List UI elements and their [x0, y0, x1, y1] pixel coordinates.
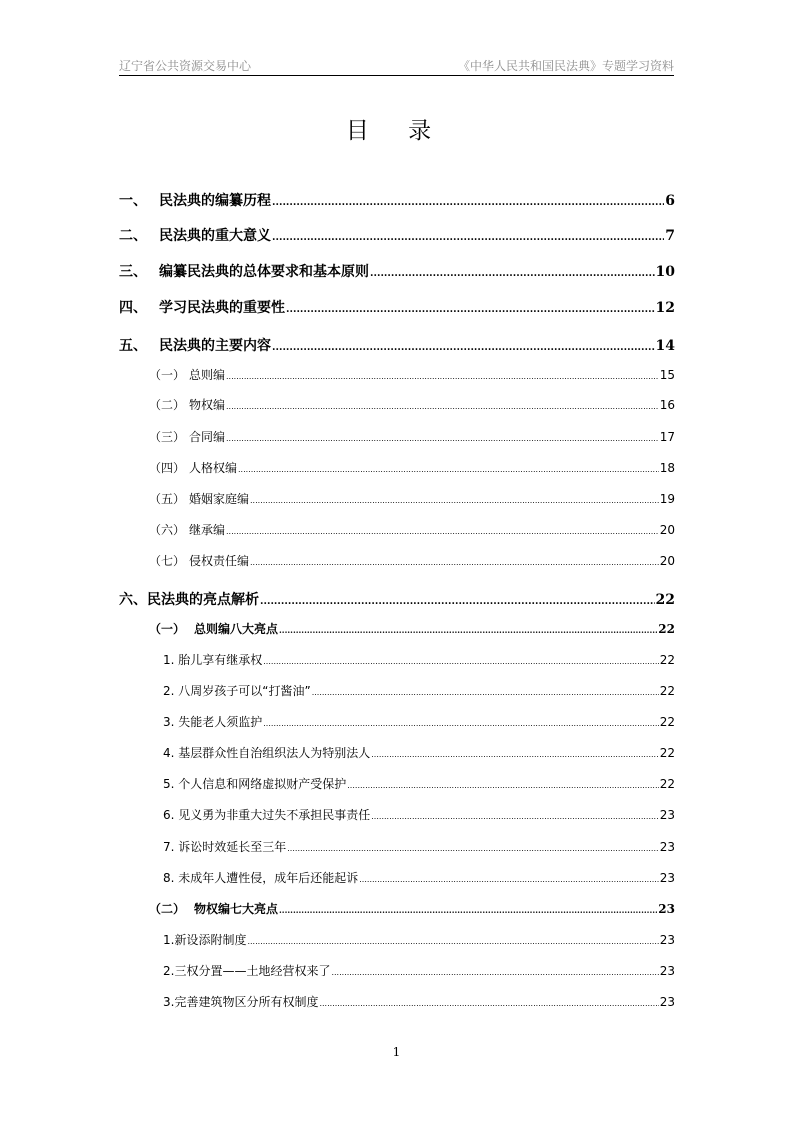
toc-entry-page: 7	[665, 228, 675, 244]
toc-entry-label: 总则编	[189, 368, 226, 382]
toc-entry-page: 23	[659, 840, 675, 854]
toc-entry-page: 20	[659, 523, 675, 537]
dot-leader	[250, 496, 659, 505]
dot-leader	[272, 342, 655, 353]
toc-entry-page: 22	[659, 653, 675, 667]
toc-entry[interactable]	[119, 993, 675, 1010]
dot-leader	[263, 657, 658, 666]
dot-leader	[331, 968, 658, 977]
toc-entry[interactable]	[119, 428, 675, 445]
dot-leader	[250, 558, 659, 567]
toc-entry-page: 22	[659, 746, 675, 760]
dot-leader	[263, 719, 658, 728]
toc-entry[interactable]	[119, 869, 675, 886]
toc-entry-label: 人格权编	[189, 461, 238, 475]
toc-entry-label: 1.新设添附制度	[163, 933, 247, 947]
toc-entry-label: 侵权责任编	[189, 554, 250, 568]
toc-entry[interactable]	[119, 521, 675, 538]
toc-entry[interactable]	[119, 651, 675, 668]
toc-entry-number: （一）	[149, 368, 186, 382]
toc-entry-label: 婚姻家庭编	[189, 492, 250, 506]
toc-entry-page: 14	[655, 338, 675, 354]
toc-entry[interactable]	[119, 297, 675, 317]
toc-entry-label: 物权编	[189, 398, 226, 412]
toc-entry-label: 民法典的重大意义	[159, 228, 271, 244]
toc-entry-page: 12	[655, 300, 675, 316]
toc-entry-page: 23	[659, 871, 675, 885]
dot-leader	[279, 905, 657, 915]
toc-entry-page: 22	[655, 592, 675, 608]
toc-entry-number: （三）	[149, 430, 186, 444]
toc-entry-number: 三、	[119, 264, 147, 280]
toc-entry-label: 物权编七大亮点	[194, 902, 279, 916]
toc-entry-number: 四、	[119, 300, 147, 316]
toc-entry-label: 六、民法典的亮点解析	[119, 592, 259, 608]
toc-entry-label: 8. 未成年人遭性侵，成年后还能起诉	[163, 871, 359, 885]
dot-leader	[287, 844, 658, 853]
toc-entry-page: 20	[659, 554, 675, 568]
header-left: 辽宁省公共资源交易中心	[119, 59, 252, 73]
dot-leader	[226, 372, 659, 381]
toc-entry-page: 17	[659, 430, 675, 444]
toc-entry[interactable]	[119, 775, 675, 792]
toc-entry[interactable]	[119, 335, 675, 355]
toc-entry-page: 23	[659, 808, 675, 822]
toc-entry[interactable]	[119, 620, 675, 637]
toc-entry-number: （二）	[149, 398, 186, 412]
toc-entry-label: 民法典的主要内容	[159, 338, 271, 354]
toc-entry-label: 3. 失能老人须监护	[163, 715, 263, 729]
toc-entry-label: 总则编八大亮点	[194, 622, 279, 636]
dot-leader	[312, 688, 659, 697]
toc-entry[interactable]	[119, 459, 675, 476]
dot-leader	[238, 465, 659, 474]
toc-entry-number: （七）	[149, 554, 186, 568]
toc-entry-page: 23	[659, 964, 675, 978]
toc-entry[interactable]	[119, 190, 675, 210]
dot-leader	[260, 596, 655, 607]
dot-leader	[226, 527, 659, 536]
toc-entry-number: （六）	[149, 523, 186, 537]
toc-entry-label: 学习民法典的重要性	[159, 300, 285, 316]
toc-entry-label: 3.完善建筑物区分所有权制度	[163, 995, 319, 1009]
toc-entry[interactable]	[119, 806, 675, 823]
toc-entry-page: 23	[659, 995, 675, 1009]
dot-leader	[226, 434, 659, 443]
toc-entry-number: （一）	[149, 622, 186, 636]
toc-entry-label: 4. 基层群众性自治组织法人为特别法人	[163, 746, 371, 760]
header-rule	[119, 75, 674, 76]
toc-entry-label: 合同编	[189, 430, 226, 444]
dot-leader	[319, 999, 658, 1008]
dot-leader	[370, 268, 655, 279]
dot-leader	[371, 750, 658, 759]
toc-entry[interactable]	[119, 366, 675, 383]
dot-leader	[247, 937, 658, 946]
toc-entry-label: 6. 见义勇为非重大过失不承担民事责任	[163, 808, 371, 822]
running-header	[119, 54, 674, 74]
toc-entry[interactable]	[119, 962, 675, 979]
toc-entry-label: 2. 八周岁孩子可以“打酱油”	[163, 684, 311, 698]
toc-entry-label: 编纂民法典的总体要求和基本原则	[159, 264, 369, 280]
toc-entry[interactable]	[119, 552, 675, 569]
toc-entry[interactable]	[119, 225, 675, 245]
toc-entry[interactable]	[119, 682, 675, 699]
toc-entry-label: 继承编	[189, 523, 226, 537]
toc-entry-number: （二）	[149, 902, 186, 916]
toc-entry-label: 1. 胎儿享有继承权	[163, 653, 263, 667]
toc-entry-page: 22	[659, 777, 675, 791]
toc-entry[interactable]	[119, 261, 675, 281]
toc-entry-page: 22	[659, 684, 675, 698]
toc-entry[interactable]	[119, 396, 675, 413]
dot-leader	[279, 625, 657, 635]
dot-leader	[286, 304, 655, 315]
toc-entry[interactable]	[119, 490, 675, 507]
page-number: 1	[392, 1045, 401, 1059]
toc-entry[interactable]	[119, 931, 675, 948]
toc-entry-number: 五、	[119, 338, 147, 354]
toc-entry-page: 23	[659, 933, 675, 947]
toc-entry[interactable]	[119, 713, 675, 730]
toc-entry-label: 2.三权分置——土地经营权来了	[163, 964, 331, 978]
toc-entry[interactable]	[119, 838, 675, 855]
toc-entry-label: 民法典的编纂历程	[159, 193, 271, 209]
toc-entry-page: 15	[659, 368, 675, 382]
toc-entry-number: 一、	[119, 193, 147, 209]
toc-entry-page: 10	[655, 264, 675, 280]
toc-entry-label: 7. 诉讼时效延长至三年	[163, 840, 287, 854]
toc-entry-page: 19	[659, 492, 675, 506]
toc-entry-page: 18	[659, 461, 675, 475]
dot-leader	[371, 812, 658, 821]
toc-entry[interactable]	[119, 589, 675, 609]
dot-leader	[347, 781, 658, 790]
toc-entry-page: 16	[659, 398, 675, 412]
dot-leader	[272, 232, 664, 243]
toc-entry-page: 22	[658, 622, 675, 636]
toc-entry[interactable]	[119, 744, 675, 761]
toc-entry-number: 二、	[119, 228, 147, 244]
dot-leader	[359, 875, 658, 884]
toc-entry[interactable]	[119, 900, 675, 917]
dot-leader	[226, 402, 659, 411]
toc-entry-label: 5. 个人信息和网络虚拟财产受保护	[163, 777, 347, 791]
toc-entry-page: 23	[658, 902, 675, 916]
toc-entry-number: （四）	[149, 461, 186, 475]
toc-entry-page: 6	[665, 193, 675, 209]
dot-leader	[272, 197, 664, 208]
toc-entry-number: （五）	[149, 492, 186, 506]
page-title: 目 录	[345, 118, 448, 144]
header-right: 《中华人民共和国民法典》专题学习资料	[457, 59, 674, 73]
toc-entry-page: 22	[659, 715, 675, 729]
